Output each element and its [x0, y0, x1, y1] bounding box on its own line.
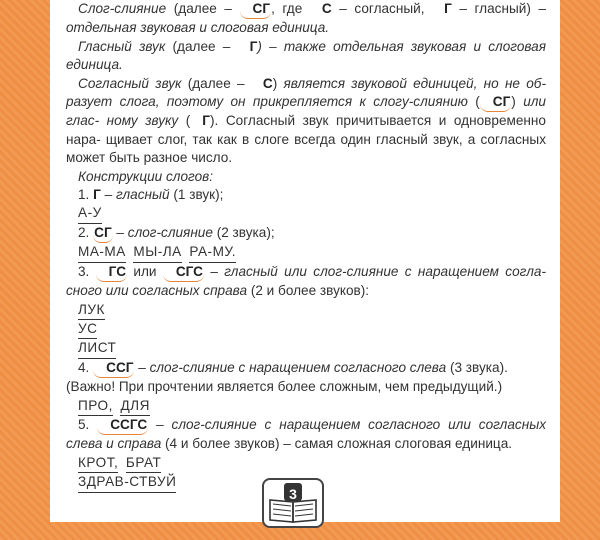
- paragraph-syllable-merge: [66, 0, 546, 38]
- symbol-gs: ГС: [96, 263, 127, 282]
- example-word: КРОТ,: [78, 454, 118, 473]
- text: может быть разное число.: [66, 150, 233, 166]
- text: 4.: [78, 359, 94, 375]
- symbol-s: С: [321, 1, 332, 16]
- text: Конструкции слогов:: [78, 168, 214, 184]
- text: (далее –: [165, 38, 238, 54]
- example-word: ЛИСТ: [78, 339, 116, 358]
- text: – согласный,: [331, 1, 433, 16]
- example-word: БРАТ: [126, 454, 161, 473]
- example-1: [66, 204, 546, 223]
- symbol-sg: СГ: [480, 93, 512, 112]
- text: (: [178, 113, 191, 129]
- text: слог-слияние: [127, 224, 213, 240]
- example-3b: [66, 320, 546, 339]
- text: гласный: [115, 187, 170, 203]
- symbol-sg: СГ: [93, 224, 113, 243]
- example-2: [66, 243, 546, 262]
- symbol-s: С: [262, 75, 273, 91]
- text: (далее –: [181, 75, 251, 91]
- text: единица.: [66, 57, 123, 73]
- symbol-ssg: ССГ: [93, 359, 134, 378]
- construction-3: [66, 263, 546, 301]
- paragraph-consonant: [66, 75, 546, 168]
- text: (2 звука);: [212, 224, 275, 240]
- text: щивает слог, так как в слоге всегда один гласный звук, а согласных: [105, 131, 546, 147]
- constructions-heading: [66, 168, 546, 186]
- example-word: ПРО,: [78, 397, 113, 416]
- text: разует слога, поэтому он прикрепляется к слогу-слиянию: [66, 94, 468, 110]
- text: (Важно! При прочтении является более сложным, чем предыдущий.): [66, 379, 503, 395]
- text: , где: [271, 1, 310, 16]
- symbol-g: Г: [444, 1, 452, 16]
- text: ) – также отдельная звуковая и слоговая: [257, 38, 546, 54]
- text: –: [148, 416, 172, 432]
- text: (1 звук);: [169, 187, 224, 203]
- text: ному звуку: [106, 113, 179, 129]
- text: гласный или слог-слияние с наращением согла-: [224, 263, 546, 279]
- text: слог-слияние с наращением согласного или согласных: [171, 416, 546, 432]
- symbol-sg: СГ: [240, 0, 272, 19]
- symbol-g: Г: [202, 113, 210, 129]
- symbol-ssgs: ССГС: [97, 416, 148, 435]
- example-word: ЗДРАВ-СТВУЙ: [78, 473, 176, 492]
- text: слог-слияние с наращением согласного слева: [149, 359, 447, 375]
- example-word: МЫ-ЛА: [133, 243, 181, 262]
- symbol-sgs: СГС: [163, 263, 204, 282]
- text: –: [204, 263, 225, 279]
- construction-1: [66, 186, 546, 204]
- example-word: ЛУК: [78, 301, 105, 320]
- term-vowel: Гласный звук: [78, 38, 166, 54]
- text: сного или согласных справа: [66, 283, 248, 299]
- construction-2: [66, 224, 546, 243]
- example-word: УС: [78, 320, 97, 339]
- symbol-g: Г: [93, 187, 101, 203]
- text: или: [127, 263, 163, 279]
- text: –: [100, 187, 116, 203]
- page: [50, 0, 560, 522]
- example-5a: [66, 454, 546, 473]
- construction-5: [66, 416, 546, 454]
- text: ): [511, 94, 524, 110]
- text: слева и справа: [66, 436, 162, 452]
- example-word: МА-МА: [78, 243, 126, 262]
- term-consonant: Согласный звук: [78, 75, 182, 91]
- text: (3 звука).: [446, 359, 508, 375]
- term-syllable-merge: Слог-слияние: [78, 1, 167, 16]
- text: (4 и более звуков) – самая сложная слоговая единица.: [161, 436, 513, 452]
- text: 1.: [78, 187, 94, 203]
- example-4: [66, 397, 546, 416]
- example-word: ДЛЯ: [120, 397, 149, 416]
- example-3c: [66, 339, 546, 358]
- text: –: [134, 359, 150, 375]
- text: (: [467, 94, 480, 110]
- text: ): [272, 75, 284, 91]
- example-word: А-У: [78, 204, 102, 223]
- text-body: [66, 0, 546, 493]
- symbol-g: Г: [249, 38, 258, 54]
- construction-4: [66, 359, 546, 378]
- example-word: РА-МУ.: [189, 243, 236, 262]
- text: 2.: [78, 224, 94, 240]
- construction-4-note: [66, 378, 546, 396]
- text: отдельная звуковая и слоговая единица.: [66, 20, 330, 36]
- text: (2 и более звуков):: [247, 283, 370, 299]
- paragraph-vowel: [66, 38, 546, 75]
- text: или глас-: [66, 94, 546, 129]
- text: 5.: [78, 416, 98, 432]
- text: является звуковой единицей, но не об-: [283, 75, 546, 91]
- text: ). Согласный звук причитывается и одновременно нара-: [66, 113, 546, 147]
- example-3a: [66, 301, 546, 320]
- page-number-badge: [262, 478, 324, 528]
- page-number: 3: [289, 486, 297, 502]
- text: 3.: [78, 263, 96, 279]
- text: –: [112, 224, 128, 240]
- text: – гласный) –: [451, 1, 547, 16]
- text: (далее –: [166, 1, 240, 16]
